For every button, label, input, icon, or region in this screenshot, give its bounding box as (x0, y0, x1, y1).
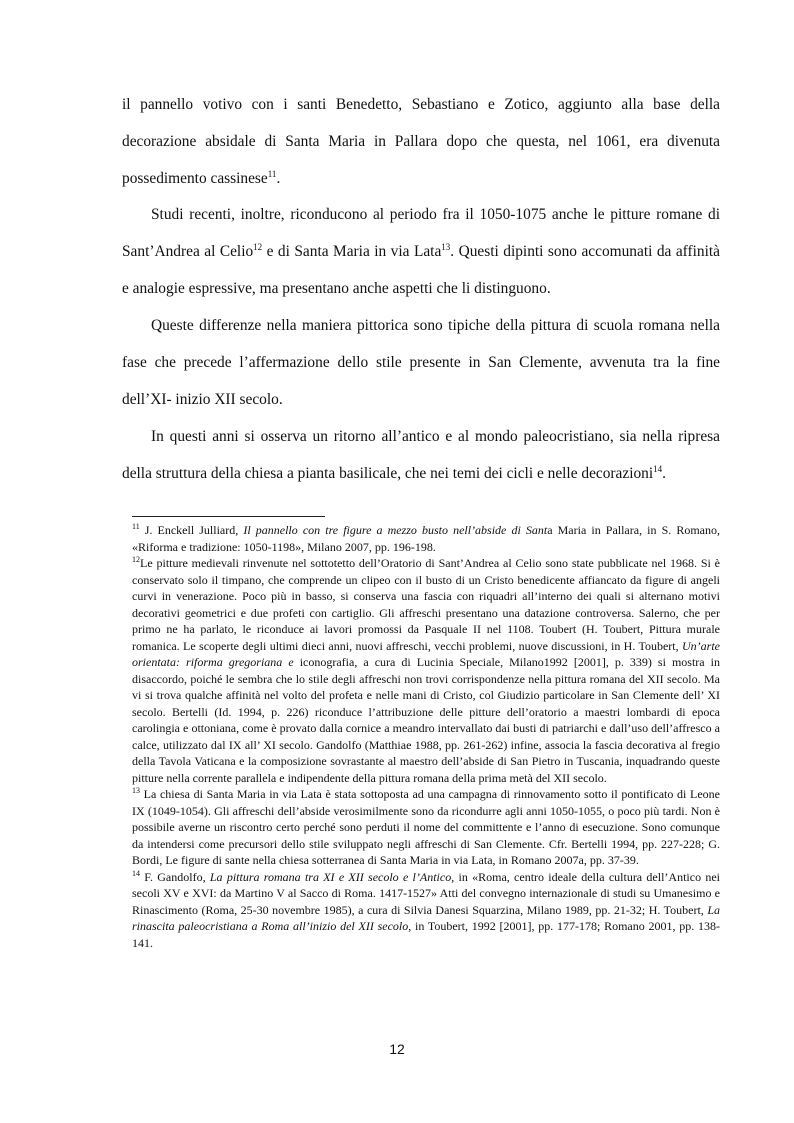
footnotes-section (132, 522, 720, 951)
footnote-title: Un’arte orientata: riforma gregoriana e (132, 638, 720, 669)
body-paragraph-3 (122, 307, 720, 418)
footnote-ref-14[interactable]: 14 (653, 463, 663, 474)
paragraph-text: . Questi dipinti sono accomunati da affinità e analogie espressive, ma presentano anche aspetti che li distinguono. (122, 243, 721, 297)
footnote-number: 12 (132, 555, 140, 564)
footnote-title: La pittura romana tra XI e XII secolo e l’Antico (209, 869, 452, 884)
footnote-text: iconografia, a cura di Lucinia Speciale, Milano1992 [2001], p. 339) si mostra in disaccordo, poiché le sembra che lo stile degli affreschi non trovi corrispondenze nella pittura romana del XII secolo. Ma vi si trova qualche affinità nel volto del profeta e nelle mani di Cristo, col Giudizio particolare in San Clemente dell’ XI secolo. Bertelli (Id. 1994, p. 226) riconduce l’attribuzione delle pitture dell’oratorio a maestri lombardi di epoca carolingia e ottoniana, come è provato dalla cornice a meandro intervallato dai busti di patriarchi e dall’uso dell’affresco a calce, utilizzato dal IX all’ XI secolo. Gandolfo (Matthiae 1988, pp. 261-262) infine, associa la fascia decorativa al fregio della Tavola Vaticana e la composizione sovrastante al maestro dell’abside di San Pietro in Tuscania, inquadrando queste pitture nella corrente parallela e indipendente della pittura romana della prima metà del XII secolo. (132, 655, 720, 785)
footnote-number: 11 (132, 522, 140, 531)
footnote-text: , in Toubert, 1992 [2001], pp. 177-178; Romano 2001, pp. 138-141. (132, 919, 721, 950)
body-paragraph-2 (122, 196, 720, 307)
footnote-number: 13 (132, 786, 140, 795)
footnote-text: , in «Roma, centro ideale della cultura dell’Antico nei secoli XV e XVI: da Martino V al Sacco di Roma. 1417-1527» Atti del convegno internazionale di studi su Umanesimo e Rinascimento (Roma, 25-30 novembre 1985), a cura di Silvia Danesi Squarzina, Milano 1989, pp. 21-32; H. Toubert, (132, 869, 720, 917)
paragraph-end: . (276, 170, 281, 187)
paragraph-text: il pannello votivo con i santi Benedetto, Sebastiano e Zotico, aggiunto alla base della decorazione absidale di Santa Maria in Pallara dopo che questa, nel 1061, era divenuta possedimento cassinese (122, 96, 720, 187)
footnote-ref-12[interactable]: 12 (253, 241, 263, 252)
paragraph-text: Studi recenti, inoltre, riconducono al periodo fra il 1050-1075 anche le pitture romane di Sant’Andrea al Celio (122, 206, 720, 260)
footnote-text: F. Gandolfo, (140, 869, 210, 884)
body-paragraph-1 (122, 86, 720, 197)
footnote-ref-11[interactable]: 11 (267, 168, 277, 179)
footnote-text: a Maria in Pallara, in S. Romano, «Riforma e tradizione: 1050-1198», Milano 2007, pp. 196-198. (132, 523, 720, 554)
footnote-title: Il pannello con tre figure a mezzo busto nell’abside di Sant (243, 523, 548, 537)
paragraph-text: e di Santa Maria in via Lata (262, 243, 442, 260)
paragraph-end: . (662, 465, 667, 482)
body-paragraph-4 (122, 418, 720, 492)
footnote-number: 14 (132, 868, 140, 878)
footnote-text: Le pitture medievali rinvenute nel sottotetto dell’Oratorio di Sant’Andrea al Celio sono state pubblicate nel 1968. Si è conservato solo il timpano, che comprende un clipeo con il busto di un Cristo benedicente affiancato da figure di angeli curvi in venerazione. Poco più in basso, si conserva una fascia con riquadri all’interno dei quali si alternano motivi decorativi geometrici e due profeti con cartiglio. Gli affreschi presentano una datazione controversa. Salerno, che per primo ne ha parlato, le riconduce ai lavori promossi da Pasquale II nel 1108. Toubert (H. Toubert, Pittura murale romanica. Le scoperte degli ultimi dieci anni, nuovi affreschi, vecchi problemi, nuove discussioni, in H. Toubert, (132, 556, 720, 653)
footnote-title: La rinascita paleocristiana a Roma all’inizio del XII secolo (132, 902, 720, 933)
paragraph-text: In questi anni si osserva un ritorno all’antico e al mondo paleocristiano, sia nella ripresa della struttura della chiesa a pianta basilicale, che nei temi dei cicli e nelle decorazioni (122, 428, 720, 482)
paragraph-text: Queste differenze nella maniera pittorica sono tipiche della pittura di scuola romana nella fase che precede l’affermazione dello stile presente in San Clemente, avvenuta tra la fine dell’XI- inizio XII secolo. (122, 317, 720, 408)
footnote-13 (132, 786, 720, 869)
footnote-ref-13[interactable]: 13 (441, 241, 451, 252)
page-number: 12 (389, 1041, 405, 1057)
footnote-12 (132, 555, 720, 786)
footnote-11 (132, 522, 720, 555)
footnote-text: La chiesa di Santa Maria in via Lata è stata sottoposta ad una campagna di rinnovamento sotto il pontificato di Leone IX (1049-1054). Gli affreschi dell’abside verosimilmente sono da ricondurre agli anni 1050-1055, o poco più tardi. Non è possibile averne un riscontro certo perché sono perduti il nome del committente e l’anno di esecuzione. Sono comunque da intendersi come precursori dello stile sviluppato negli affreschi di San Clemente. Cfr. Bertelli 1994, pp. 227-228; G. Bordi, Le figure di sante nella chiesa sotterranea di Santa Maria in via Lata, in Romano 2007a, pp. 37-39. (132, 787, 720, 867)
footnote-separator (132, 516, 325, 517)
footnote-text: J. Enckell Julliard, (139, 523, 244, 537)
footnote-14 (132, 869, 720, 952)
